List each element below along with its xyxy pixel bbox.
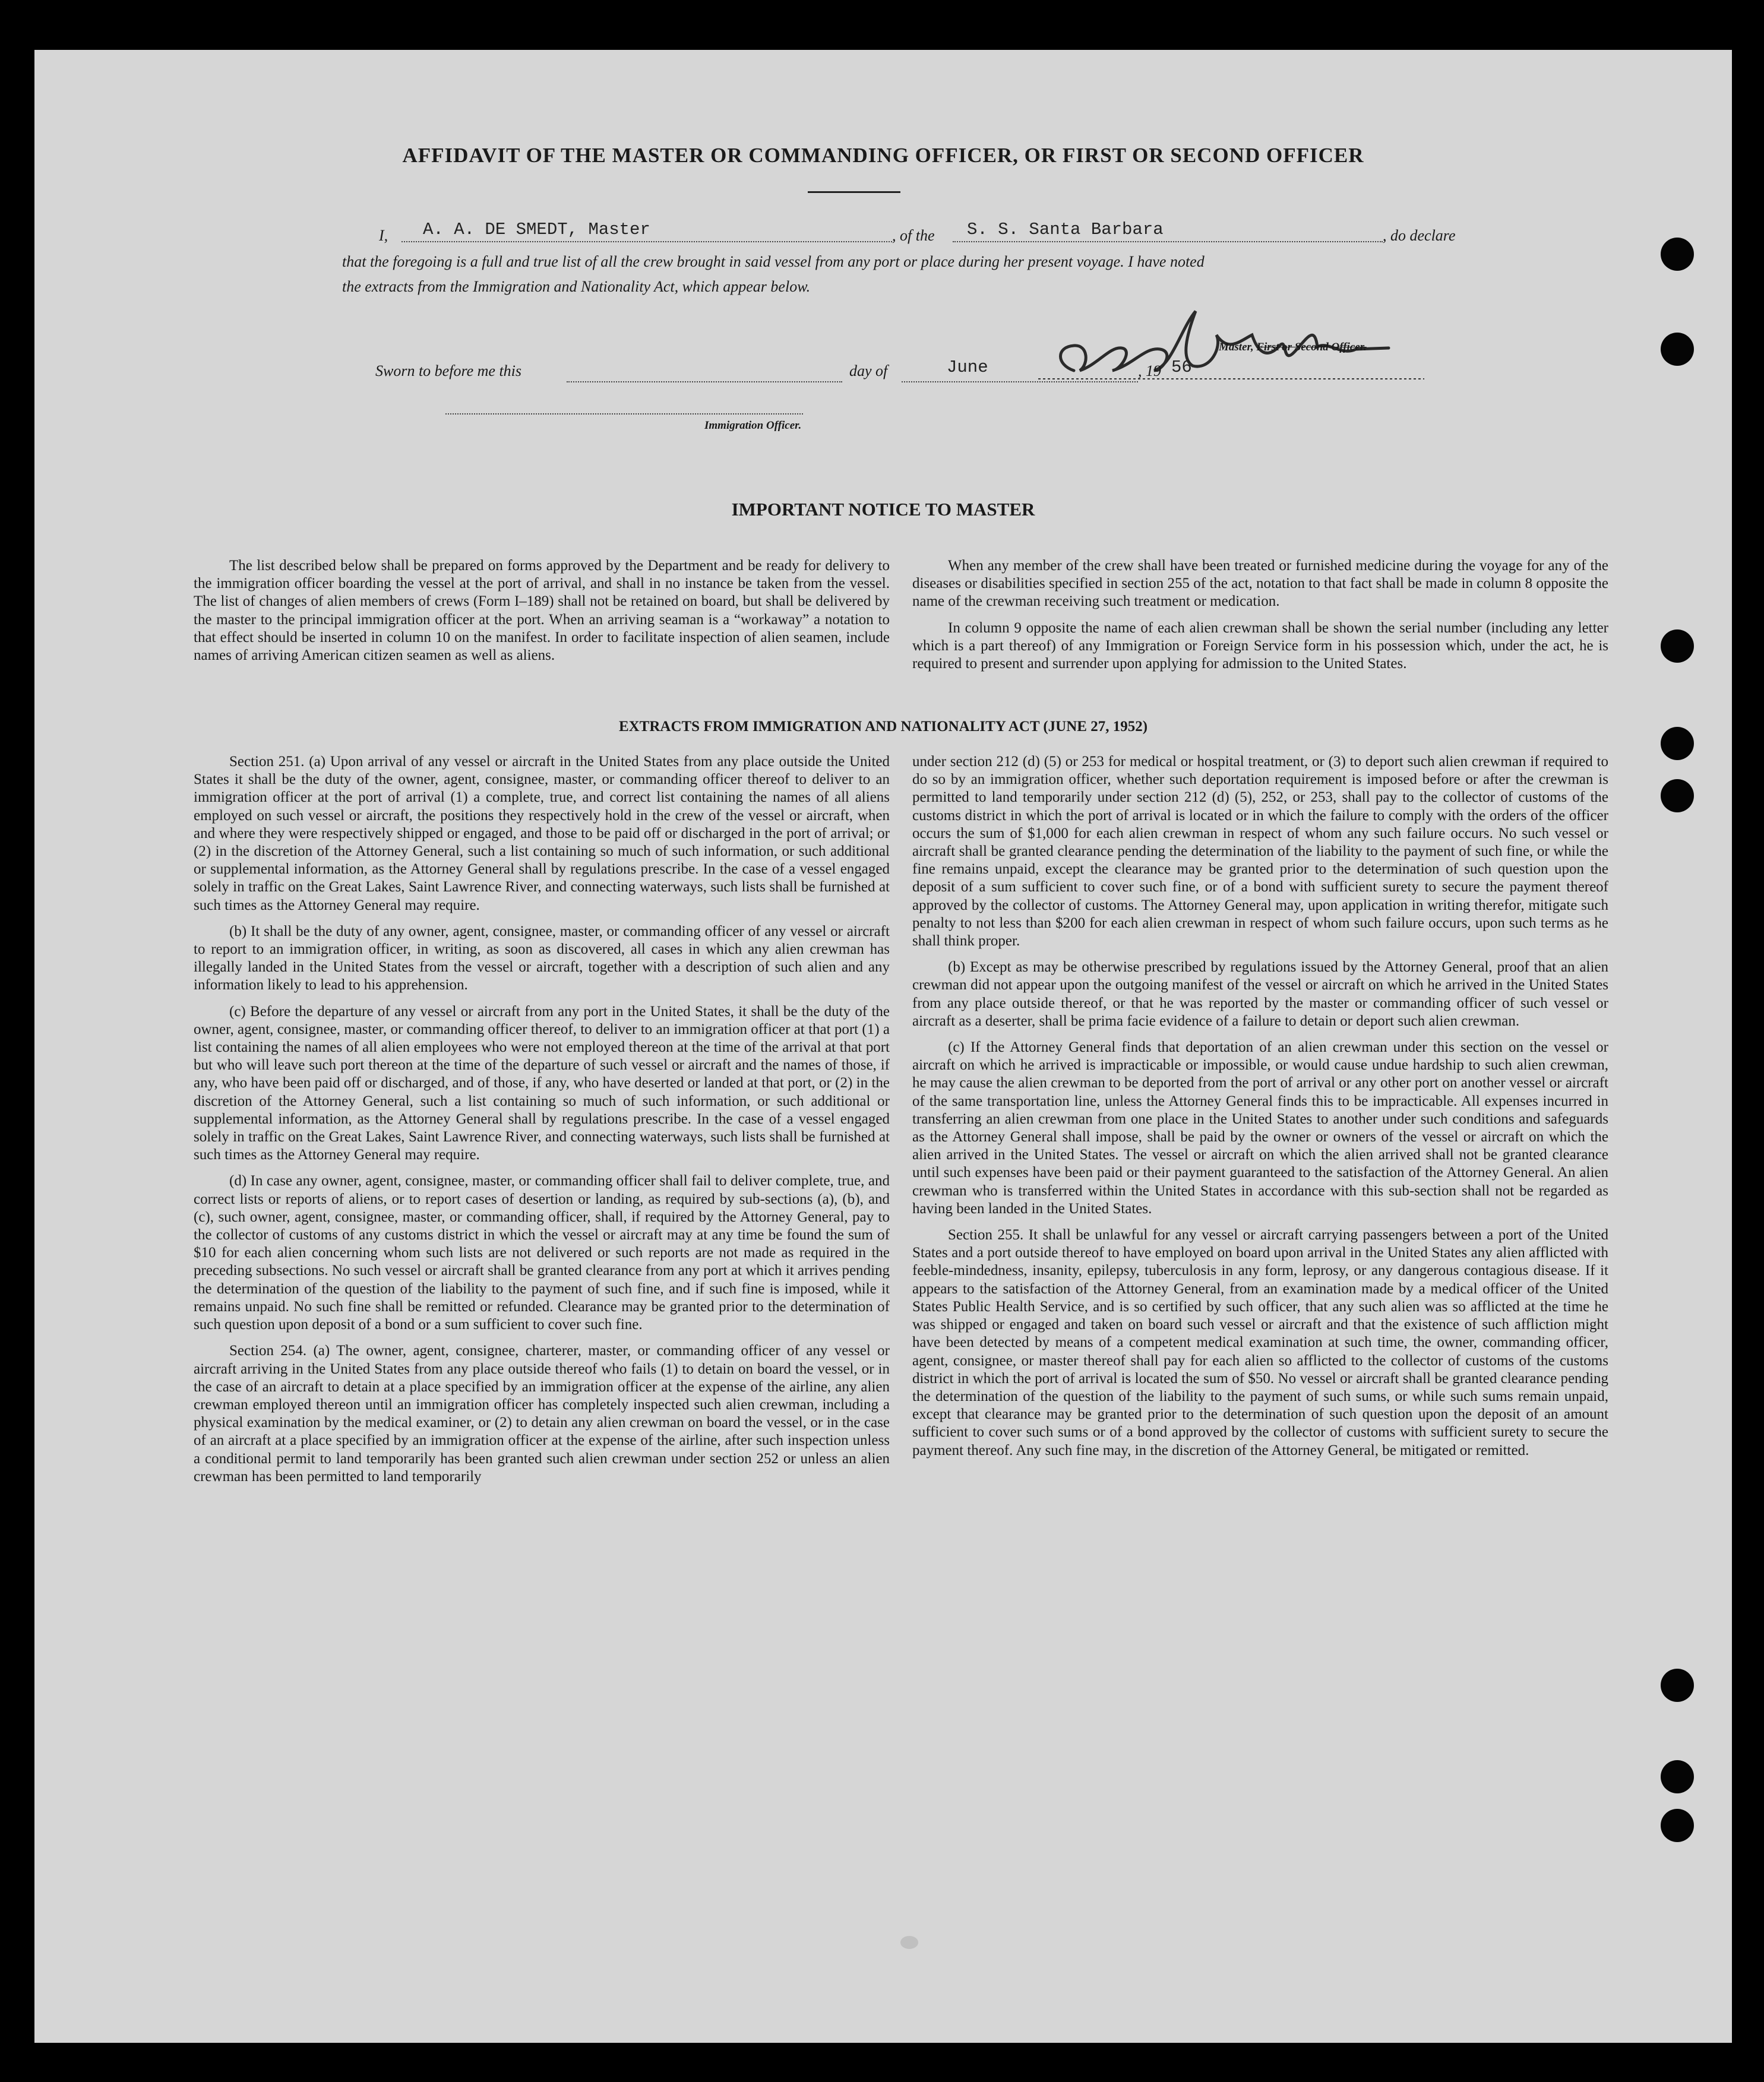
officer-caption-struck: First or Second Officer. (1256, 341, 1367, 353)
extracts-right-column (912, 753, 1608, 1468)
master-name-value: A. A. DE SMEDT, Master (423, 220, 650, 239)
extract-paragraph: under section 212 (d) (5) or 253 for medical or hospital treatment, or (3) to deport such alien crewman if required to do so by an immigration officer, whether such deportation requirement is imposed before or after the crewman is permitted to land temporarily under section 212 (d) (5), 252, or 253, shall pay to the collector of customs of the customs district in which the port of arrival is located or in which the failure to comply with the orders of the officer occurs the sum of $1,000 for each alien crewman in respect of whom any such failure occurs. No such vessel or aircraft shall be granted clearance pending the determination of the liability to the payment of such fine, or while the fine remains unpaid, except the clearance may be granted prior to the determination of such question upon the deposit of a sum sufficient to cover such fine, or of a bond with sufficient surety to secure the payment thereof approved by the collector of customs. The Attorney General may, upon application in writing therefor, mitigate such penalty to not less than $200 for each alien crewman in respect of whom such failure occurs, upon such terms as he shall think proper. (912, 754, 1608, 950)
affidavit-title: AFFIDAVIT OF THE MASTER OR COMMANDING OFFICER, OR FIRST OR SECOND OFFICER (402, 144, 1364, 167)
do-declare-label: , do declare (1383, 227, 1456, 244)
extract-paragraph: Section 254. (a) The owner, agent, consignee, charterer, master, or commanding officer of any vessel or aircraft arriving in the United States from any place outside thereof who fails (1) to detain on board the vessel, or in the case of an aircraft to detain at a place specified by an immigration officer at the expense of the airline, any alien crewman employed thereon until an immigration officer has completely inspected such alien crewman, including a physical examination by the medical examiner, or (2) to detain any alien crewman on board the vessel, or in the case of an aircraft at a place specified by an immigration officer at the expense of the airline, after such inspection unless a conditional permit to land temporarily has been granted such alien crewman under section 252 or unless an alien crewman has been permitted to land temporarily (194, 1343, 890, 1485)
document-page (34, 50, 1732, 2043)
extract-paragraph: (b) Except as may be otherwise prescribed by regulations issued by the Attorney General, proof that an alien crewman did not appear upon the outgoing manifest of the vessel or aircraft on which he arrived in the United States from any place outside thereof, or that he was reported by the master or commanding officer of such vessel or aircraft as a deserter, shall be prima facie evidence of a failure to detain or deport such alien crewman. (912, 959, 1608, 1029)
ink-smudge (900, 1936, 918, 1949)
day-of-label: day of (849, 362, 888, 379)
notice-right-column (912, 557, 1608, 681)
vessel-name-field (953, 220, 1383, 242)
sworn-label: Sworn to before me this (375, 362, 522, 379)
notice-left-column (194, 557, 890, 673)
binder-hole (1661, 629, 1694, 663)
binder-hole (1661, 779, 1694, 812)
binder-hole (1661, 1760, 1694, 1793)
master-caption-prefix: Master, (1219, 341, 1254, 353)
extract-paragraph: Section 255. It shall be unlawful for any vessel or aircraft carrying passengers between a port of the United States and a port outside thereof to have employed on board upon arrival in the United States any alien afflicted with feeble-mindedness, insanity, epilepsy, tuberculosis in any form, leprosy, or any dangerous contagious disease. If it appears to the satisfaction of the Attorney General, from an examination made by a medical officer of the United States Public Health Service, and is so certified by such officer, that any such alien was so afflicted at the time he was shipped or engaged and taken on board such vessel or aircraft and that the existence of such affliction might have been detected by means of a competent medical examination at such time, the owner, commanding officer, agent, consignee, or master thereof shall pay for each alien so afflicted to the collector of customs of the customs district in which the port of arrival is located the sum of $50. No vessel or aircraft shall be granted clearance pending the determination of the question of the liability to the payment of such sums, or while such sums remain unpaid, except that clearance may be granted prior to the determination of such question upon the deposit of an amount sufficient to cover such sums or of a bond approved by the collector of customs with sufficient surety to secure the payment thereof. Any such fine may, in the discretion of the Attorney General, be mitigated or remitted. (912, 1227, 1608, 1458)
extract-paragraph: (b) It shall be the duty of any owner, agent, consignee, master, or commanding officer of any vessel or aircraft to report to an immigration officer, in writing, as soon as discovered, all cases in which any alien crewman has illegally landed in the United States from the vessel or aircraft, together with a description of such alien and any information likely to lead to his apprehension. (194, 923, 890, 993)
immigration-officer-caption: Immigration Officer. (704, 419, 802, 432)
declaration-pronoun: I, (379, 227, 388, 244)
of-the-label: , of the (892, 227, 935, 244)
sworn-month-field (902, 357, 1138, 382)
sworn-year-value: 56 (1171, 357, 1192, 377)
notice-paragraph: In column 9 opposite the name of each alien crewman shall be shown the serial number (including any letter which is a part thereof) of any Immigration or Foreign Service form in his possession which, under the act, he is required to present and surrender upon applying for admission to the United States. (912, 619, 1608, 672)
extract-paragraph: Section 251. (a) Upon arrival of any vessel or aircraft in the United States from any place outside the United States it shall be the duty of the owner, agent, consignee, master, or commanding officer thereof to deliver to an immigration officer at the port of arrival (1) a complete, true, and correct list containing the names of all aliens employed on such vessel or aircraft, the positions they respectively hold in the crew of the vessel or aircraft, when and where they were respectively shipped or engaged, and those to be paid off or discharged in the port of arrival; or (2) in the discretion of the Attorney General, such a list containing so much of such information, or such additional or supplemental information, as the Attorney General shall by regulations prescribe. In the case of a vessel engaged solely in traffic on the Great Lakes, Saint Lawrence River, and connecting waterways, such lists shall be furnished at such times as the Attorney General may require. (194, 754, 890, 913)
extract-paragraph: (d) In case any owner, agent, consignee, master, or commanding officer shall fail to deliver complete, true, and correct lists or reports of aliens, or to report cases of desertion or landing, as required by sub-sections (a), (b), and (c), such owner, agent, consignee, master, or commanding officer, shall, if required by the Attorney General, pay to the collector of customs of any customs district in which the vessel or aircraft may at any time be found the sum of $10 for each alien concerning whom such lists are not delivered or such reports are not made as required in the preceding subsections. No such vessel or aircraft shall be granted clearance from any port at which it arrives pending the determination of the question of the liability to the payment of such fine, and if such fine is imposed, while it remains unpaid. No such fine shall be remitted or refunded. Clearance may be granted prior to the determination of such question upon deposit of a bond or a sum sufficient to cover such fine. (194, 1173, 890, 1333)
title-divider (808, 191, 900, 193)
extracts-title: EXTRACTS FROM IMMIGRATION AND NATIONALITY ACT (JUNE 27, 1952) (618, 719, 1148, 735)
sworn-year-prefix: , 19 (1138, 362, 1161, 379)
immigration-officer-line (445, 412, 803, 414)
sworn-day-field (567, 361, 842, 382)
binder-hole (1661, 333, 1694, 366)
master-name-field (402, 220, 892, 242)
vessel-name-value: S. S. Santa Barbara (967, 220, 1164, 239)
extract-paragraph: (c) If the Attorney General finds that deportation of an alien crewman under this section on the vessel or aircraft on which he arrived is impracticable or impossible, or would cause undue hardship to such alien crewman, he may cause the alien crewman to be deported from the port of arrival or any other port on another vessel or aircraft of the same transportation line, unless the Attorney General finds this to be impracticable. All expenses incurred in transferring an alien crewman from one place in the United States to another under such conditions and safeguards as the Attorney General shall impose, shall be paid by the owner or owners of the vessel or aircraft on which the alien arrived in the United States. The vessel or aircraft on which the alien arrived shall not be granted clearance until such expenses have been paid or their payment guaranteed to the satisfaction of the Attorney General. An alien crewman who is transferred within the United States in accordance with this sub-section shall not be regarded as having been landed in the United States. (912, 1039, 1608, 1217)
master-caption (1219, 341, 1367, 354)
binder-hole (1661, 238, 1694, 271)
declaration-line-3: the extracts from the Immigration and Nationality Act, which appear below. (342, 278, 811, 295)
binder-hole (1661, 1669, 1694, 1702)
extract-paragraph: (c) Before the departure of any vessel or aircraft from any port in the United States, it shall be the duty of the owner, agent, consignee, master, or commanding officer thereof, to deliver to an immigration officer at that port (1) a list containing the names of all alien employees who were not employed thereon at the time of the arrival at that port but who will leave such port thereon at the time of the departure of such vessel or aircraft and the names of those, if any, who have been paid off or discharged, and of those, if any, who have deserted or landed at that port, or (2) in the discretion of the Attorney General, such a list containing so much of such information, or such additional or supplemental information, as the Attorney General shall by regulations prescribe. In the case of a vessel engaged solely in traffic on the Great Lakes, Saint Lawrence River, and connecting waterways, such lists shall be furnished at such times as the Attorney General may require. (194, 1003, 890, 1163)
notice-title: IMPORTANT NOTICE TO MASTER (731, 499, 1035, 520)
notice-paragraph: When any member of the crew shall have been treated or furnished medicine during the voyage for any of the diseases or disabilities specified in section 255 of the act, notation to that fact shall be made in column 8 opposite the name of the crewman receiving such treatment or medication. (912, 558, 1608, 610)
binder-hole (1661, 1809, 1694, 1842)
notice-paragraph: The list described below shall be prepared on forms approved by the Department and be ready for delivery to the immigration officer boarding the vessel at the port of arrival, and shall in no instance be taken from the vessel. The list of changes of alien members of crews (Form I–189) shall not be retained on board, but shall be delivered by the master to the principal immigration officer at the port. When an arriving seaman is a “workaway” a notation to that effect should be inserted in column 10 on the manifest. In order to facilitate inspection of alien seamen, include names of arriving American citizen seamen as well as aliens. (194, 558, 890, 664)
declaration-line-2: that the foregoing is a full and true list of all the crew brought in said vessel from any port or place during her present voyage. I have noted (342, 253, 1205, 270)
sworn-month-value: June (947, 357, 988, 377)
extracts-left-column (194, 753, 890, 1494)
